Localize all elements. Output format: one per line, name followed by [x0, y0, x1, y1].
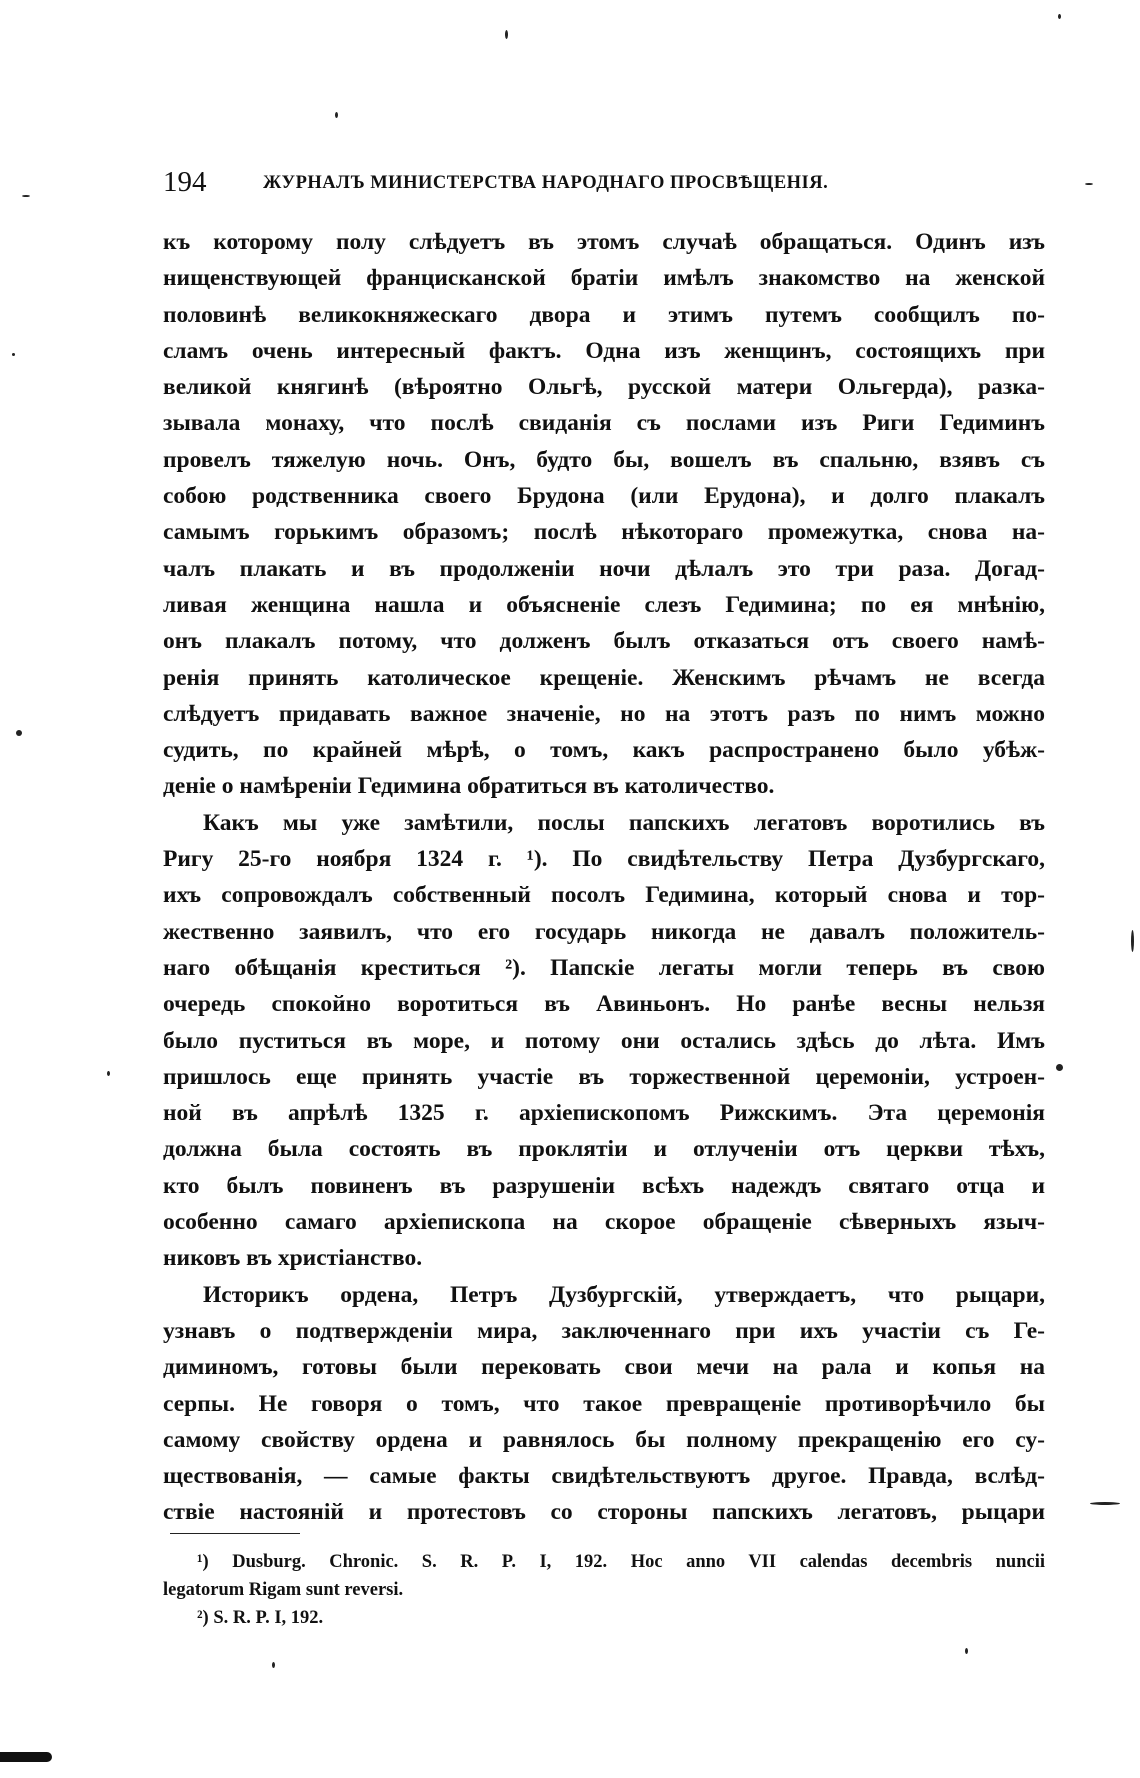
scan-speck [1085, 183, 1093, 185]
text-line: онъ плакалъ потому, что долженъ былъ отказаться отъ своего намѣ- [163, 628, 1045, 655]
text-line: собою родственника своего Брудона (или Ерудона), и долго плакалъ [163, 483, 1045, 510]
page-number: 194 [163, 166, 207, 198]
footnotes [163, 1548, 1045, 1632]
text-line: зывала монаху, что послѣ свиданія съ послами изъ Риги Гедиминъ [163, 410, 1045, 437]
text-line: половинѣ великокняжескаго двора и этимъ путемъ сообщилъ по- [163, 301, 1045, 328]
scan-speck [505, 30, 508, 39]
scan-speck [22, 195, 30, 197]
text-line: деніе о намѣреніи Гедимина обратиться въ католичество. [163, 773, 775, 800]
text-line: великой княгинѣ (вѣроятно Ольгѣ, русской матери Ольгерда), разка- [163, 374, 1045, 401]
body-text [163, 224, 1045, 1531]
footnote-1: ¹) Dusburg. Chronic. S. R. P. I, 192. Hoc anno VII calendas decembris nuncii [197, 1552, 1045, 1572]
text-line: слѣдуетъ придавать важное значеніе, но на этотъ разъ по нимъ можно [163, 700, 1045, 727]
text-line: ливая женщина нашла и объясненіе слезъ Гедимина; по ея мнѣнію, [163, 591, 1045, 618]
text-line: чалъ плакать и въ продолженіи ночи дѣлалъ это три раза. Догад- [163, 555, 1045, 582]
page-header [163, 166, 1045, 206]
text-line: судить, по крайней мѣрѣ, о томъ, какъ распространено было убѣж- [163, 737, 1045, 764]
text-line: диминомъ, готовы были перековать свои мечи на рала и копья на [163, 1354, 1045, 1381]
text-line: узнавъ о подтвержденіи мира, заключеннаго при ихъ участіи съ Ге- [163, 1317, 1045, 1344]
text-line: самымъ горькимъ образомъ; послѣ нѣкотораго промежутка, снова на- [163, 519, 1045, 546]
scan-speck [965, 1648, 968, 1654]
scan-speck [12, 353, 15, 356]
text-line: Ригу 25-го ноября 1324 г. ¹). По свидѣтельству Петра Дузбургскаго, [163, 846, 1045, 873]
scan-speck [335, 112, 338, 118]
footnote-1-continued: legatorum Rigam sunt reversi. [163, 1580, 404, 1600]
scan-speck [272, 1662, 275, 1668]
scan-speck [16, 730, 22, 736]
text-line: кто былъ повиненъ въ разрушеніи всѣхъ надеждъ святаго отца и [163, 1172, 1045, 1199]
text-line: очередь спокойно воротиться въ Авиньонъ. Но ранѣе весны нельзя [163, 991, 1045, 1018]
text-line: ствіе настояній и протестовъ со стороны папскихъ легатовъ, рыцари [163, 1499, 1045, 1526]
text-line: къ которому полу слѣдуетъ въ этомъ случаѣ обращаться. Одинъ изъ [163, 229, 1045, 255]
footnote-rule [170, 1533, 300, 1534]
text-line: пришлось еще принять участіе въ торжественной церемоніи, устроен- [163, 1063, 1045, 1090]
scan-speck [1056, 1064, 1063, 1071]
text-line: Историкъ ордена, Петръ Дузбургскій, утверждаетъ, что рыцари, [203, 1281, 1045, 1308]
text-line: Какъ мы уже замѣтили, послы папскихъ легатовъ воротились въ [203, 809, 1045, 836]
text-line: жественно заявилъ, что его государь никогда не давалъ положитель- [163, 918, 1045, 945]
scan-speck [107, 1071, 110, 1076]
text-line: серпы. Не говоря о томъ, что такое превращеніе противорѣчило бы [163, 1390, 1045, 1417]
text-line: ществованія, — самые факты свидѣтельствуютъ другое. Правда, вслѣд- [163, 1463, 1045, 1490]
text-line: сламъ очень интересный фактъ. Одна изъ женщинъ, состоящихъ при [163, 337, 1045, 364]
scan-edge-mark [0, 1752, 52, 1762]
text-line: было пуститься въ море, и потому они остались здѣсь до лѣта. Имъ [163, 1027, 1045, 1054]
text-line: провелъ тяжелую ночь. Онъ, будто бы, вошелъ въ спальню, взявъ съ [163, 446, 1045, 473]
scan-speck [1058, 14, 1061, 19]
text-line: нищенствующей францисканской братіи имѣлъ знакомство на женской [163, 265, 1045, 292]
text-line: самому свойству ордена и равнялось бы полному прекращенію его су- [163, 1426, 1045, 1453]
text-line: наго обѣщанія креститься ²). Папскіе легаты могли теперь въ свою [163, 954, 1045, 981]
scan-speck [1090, 1502, 1120, 1505]
scan-speck [1131, 930, 1134, 952]
text-line: ренія принять католическое крещеніе. Женскимъ рѣчамъ не всегда [163, 664, 1045, 691]
text-line: никовъ въ христіанство. [163, 1245, 423, 1272]
text-line: должна была состоять въ проклятіи и отлученіи отъ церкви тѣхъ, [163, 1136, 1045, 1163]
text-line: ной въ апрѣлѣ 1325 г. архіепископомъ Рижскимъ. Эта церемонія [163, 1100, 1045, 1127]
text-line: ихъ сопровождалъ собственный посолъ Гедимина, который снова и тор- [163, 882, 1045, 909]
footnote-2: ²) S. R. P. I, 192. [197, 1608, 324, 1628]
running-title: ЖУРНАЛЪ МИНИСТЕРСТВА НАРОДНАГО ПРОСВѢЩЕНІЯ. [263, 173, 829, 193]
text-line: особенно самаго архіепископа на скорое обращеніе сѣверныхъ языч- [163, 1209, 1045, 1236]
